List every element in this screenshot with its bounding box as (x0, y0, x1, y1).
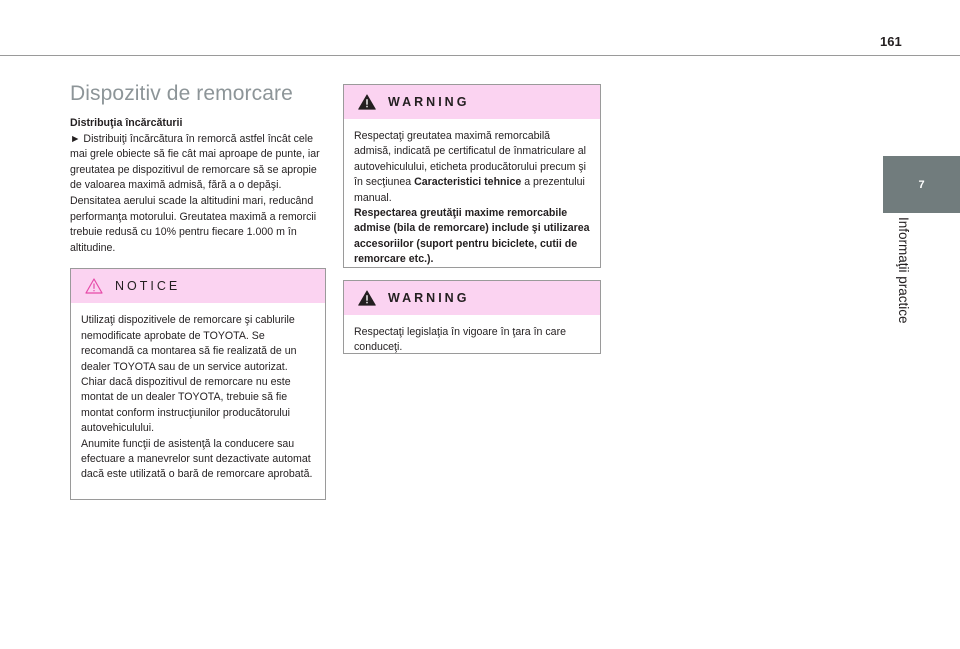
notice-label: NOTICE (115, 279, 181, 294)
warning-label: WARNING (388, 95, 470, 109)
warning-text-c: a prezentului manual. (354, 176, 585, 204)
chapter-label-wrap (883, 213, 923, 363)
warning-box-weight (343, 84, 601, 268)
chapter-tab[interactable]: 7 (883, 156, 960, 213)
notice-header (71, 269, 325, 303)
page-number: 161 (880, 34, 902, 49)
notice-text-3: Anumite funcţii de asistenţă la conducere sau efectuare a manevrelor sunt dezactivate automat dacă este utilizată o bară de remorcare aprobată. (81, 437, 313, 481)
warning-text-2: Respectaţi legislaţia în vigoare în ţara în care conduceţi. (354, 326, 566, 354)
warning-triangle-outline-icon (85, 278, 103, 294)
section-body (70, 116, 326, 256)
warning-box-legislation (343, 280, 601, 354)
warning-paragraph-1 (354, 129, 590, 206)
notice-body (71, 303, 325, 490)
header-rule (0, 55, 960, 56)
warning-triangle-filled-icon (358, 290, 376, 306)
notice-text-2: Chiar dacă dispozitivul de remorcare nu este montat de un dealer TOYOTA, trebuie să fie montat conform instrucţiunilor producătorului autovehiculului. (81, 375, 291, 435)
warning-paragraph-2: Respectarea greutăţii maxime remorcabile admise (bila de remorcare) include şi utilizarea accesoriilor (suport pentru biciclete, cutii de remorcare etc.). (354, 207, 590, 266)
warning-triangle-filled-icon (358, 94, 376, 110)
warning-text-link: Caracteristici tehnice (414, 176, 522, 189)
warning-text-a: Respectaţi greutatea maximă remorcabilă admisă, indicată pe certificatul de înmatriculare al autovehiculului, eticheta producătorului precum şi în secţiunea (354, 130, 587, 189)
subheading: Distribuţia încărcăturii (70, 117, 183, 129)
section-title: Dispozitiv de remorcare (70, 82, 293, 105)
altitude-paragraph: Densitatea aerului scade la altitudini mari, reducând performanţa motorului. Greutatea maximă a remorcii trebuie redusă cu 10% pentru fiecare 1.000 m în altitudine. (70, 194, 317, 254)
chapter-title: Informaţii practice (896, 217, 911, 324)
warning-label-2: WARNING (388, 291, 470, 305)
warning-header-2 (344, 281, 600, 315)
warning-header (344, 85, 600, 119)
warning-body (344, 119, 600, 276)
bullet-paragraph: ► Distribuiţi încărcătura în remorcă astfel încât cele mai grele obiecte să fie cât mai aproape de punte, iar greutatea pe dispozitivul de remorcare să se apropie de valoarea maximă admisă, fără a o depăşi. (70, 132, 320, 192)
warning-body-2 (344, 315, 600, 364)
right-column (343, 84, 601, 354)
notice-text-1: Utilizaţi dispozitivele de remorcare şi cablurile nemodificate aprobate de TOYOTA. Se recomandă ca montarea să fie realizată de un dealer TOYOTA sau de un service autorizat. (81, 314, 297, 373)
left-column (70, 82, 326, 500)
notice-box (70, 268, 326, 500)
